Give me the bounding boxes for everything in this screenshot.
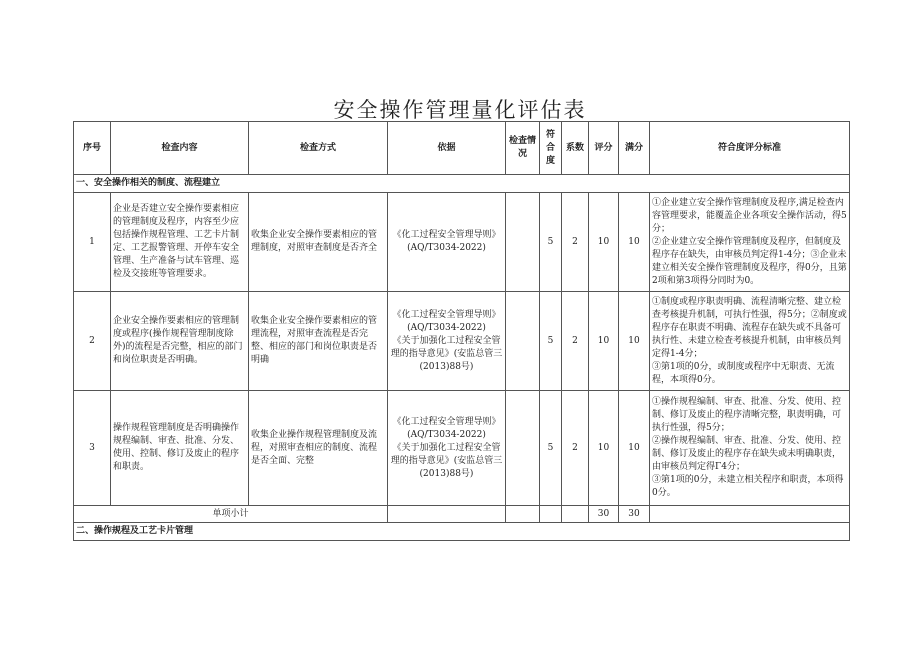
header-score: 评分 <box>589 122 619 175</box>
row-full: 10 <box>619 391 650 506</box>
header-content: 检查内容 <box>111 122 249 175</box>
header-full: 满分 <box>619 122 650 175</box>
row-coef: 2 <box>562 391 589 506</box>
row-basis: 《化工过程安全管理导则》(AQ/T3034-2022) 《关于加强化工过程安全管理的指导意见》(安监总管三(2013)88号) <box>388 292 506 391</box>
header-seq: 序号 <box>74 122 111 175</box>
row-content: 企业安全操作要素相应的管理制度或程序(操作规程管理制度除外)的流程是否完整，相应的部门和岗位职责是否明确。 <box>111 292 249 391</box>
row-criteria: ①操作规程编制、审查、批准、分发、使用、控制、修订及废止的程序清晰完整，职责明确，可执行性强，得5分； ②操作规程编制、审查、批准、分发、使用、控制、修订及废止的程序存在缺失或未明确职责，由审核员判定得Γ4分； ③第1项的0分，未建立相关程序和职责，本项得0分。 <box>650 391 850 506</box>
row-check-status <box>506 193 540 292</box>
table-row <box>74 292 850 391</box>
header-coef: 系数 <box>562 122 589 175</box>
subtotal-label: 单项小计 <box>74 506 388 523</box>
header-basis: 依据 <box>388 122 506 175</box>
row-basis: 《化工过程安全管理导则》(AQ/T3034-2022) <box>388 193 506 292</box>
row-score: 10 <box>589 193 619 292</box>
row-criteria: ①企业建立安全操作管理制度及程序,满足检查内容管理要求，能覆盖企业各项安全操作活动，得5分； ②企业建立安全操作管理制度及程序，但制度及程序存在缺失，由审核员判定得1-4分；③企业未建立相关安全操作管理制度及程序，得0分，且第2项和第3项得分同时为0。 <box>650 193 850 292</box>
subtotal-blank <box>650 506 850 523</box>
header-criteria: 符合度评分标准 <box>650 122 850 175</box>
row-check-status <box>506 292 540 391</box>
row-coef: 2 <box>562 292 589 391</box>
subtotal-full: 30 <box>619 506 650 523</box>
row-score: 10 <box>589 391 619 506</box>
row-seq: 3 <box>74 391 111 506</box>
header-conformity: 符合 度 <box>540 122 562 175</box>
row-seq: 1 <box>74 193 111 292</box>
subtotal-blank <box>506 506 540 523</box>
subtotal-blank <box>562 506 589 523</box>
section-title: 一、安全操作相关的制度、流程建立 <box>74 175 850 193</box>
assessment-table <box>73 121 850 541</box>
row-method: 收集企业安全操作要素相应的管理制度，对照审查制度是否齐全 <box>249 193 388 292</box>
section-row <box>74 175 850 193</box>
document-title: 安全操作管理量化评估表 <box>333 98 587 122</box>
row-conformity: 5 <box>540 193 562 292</box>
subtotal-score: 30 <box>589 506 619 523</box>
row-content: 操作规程管理制度是否明确操作规程编制、审查、批准、分发、使用、控制、修订及废止的程序和职责。 <box>111 391 249 506</box>
row-coef: 2 <box>562 193 589 292</box>
row-criteria: ①制度或程序职责明确、流程清晰完整、建立检查考核提升机制，可执行性强，得5分；②制度或程序存在职责不明确、流程存在缺失或不具备可执行性、未建立检查考核提升机制，由审核员判定得1-4分； ③第1项的0分，或制度或程序中无职责、无流程，本项得0分。 <box>650 292 850 391</box>
row-score: 10 <box>589 292 619 391</box>
row-conformity: 5 <box>540 292 562 391</box>
row-content: 企业是否建立安全操作要素相应的管理制度及程序，内容至少应包括操作规程管理、工艺卡片制定、工艺报警管理、开停车安全管理、生产准备与试车管理、巡检及交接班等管理要求。 <box>111 193 249 292</box>
header-row <box>74 122 850 175</box>
row-seq: 2 <box>74 292 111 391</box>
table-row <box>74 193 850 292</box>
row-conformity: 5 <box>540 391 562 506</box>
row-basis: 《化工过程安全管理导则》(AQ/T3034-2022) 《关于加强化工过程安全管理的指导意见》(安监总管三(2013)88号) <box>388 391 506 506</box>
section-title: 二、操作规程及工艺卡片管理 <box>74 523 850 541</box>
section-row <box>74 523 850 541</box>
row-check-status <box>506 391 540 506</box>
row-full: 10 <box>619 292 650 391</box>
table-row <box>74 391 850 506</box>
row-method: 收集企业操作规程管理制度及流程，对照审查相应的制度、流程是否全面、完整 <box>249 391 388 506</box>
subtotal-blank <box>388 506 506 523</box>
subtotal-row <box>74 506 850 523</box>
subtotal-blank <box>540 506 562 523</box>
header-check-status: 检查情 况 <box>506 122 540 175</box>
header-method: 检查方式 <box>249 122 388 175</box>
row-full: 10 <box>619 193 650 292</box>
row-method: 收集企业安全操作要素相应的管理流程，对照审查流程是否完整、相应的部门和岗位职责是否明确 <box>249 292 388 391</box>
